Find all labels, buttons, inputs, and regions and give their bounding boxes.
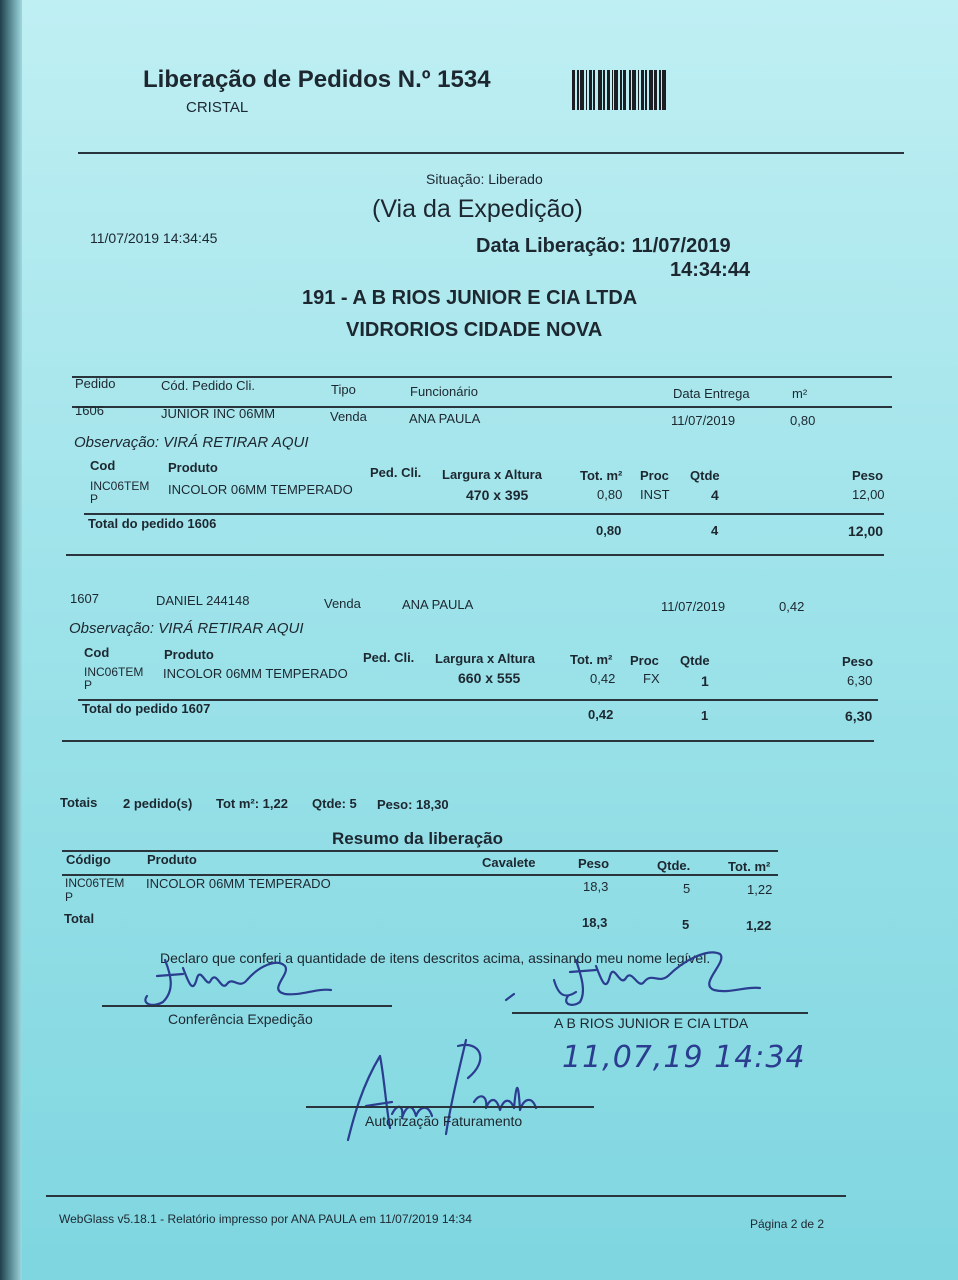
footer-left: WebGlass v5.18.1 - Relatório impresso por ANA PAULA em 11/07/2019 14:34 bbox=[59, 1212, 472, 1226]
barcode bbox=[572, 70, 678, 110]
item-header-cod: Cod bbox=[90, 458, 116, 473]
order-1606-data-entrega: 11/07/2019 bbox=[671, 413, 736, 428]
col-tipo: Tipo bbox=[331, 382, 356, 397]
totals-label: Totais bbox=[60, 795, 98, 810]
signature-cliente bbox=[498, 942, 768, 1010]
resumo-title: Resumo da liberação bbox=[332, 829, 504, 848]
order-1606-item-peso: 12,00 bbox=[852, 487, 885, 502]
order-1607-cod-cli: DANIEL 244148 bbox=[156, 593, 250, 608]
order-1606-cod-cli: JUNIOR INC 06MM bbox=[161, 406, 276, 421]
item-header-produto-2: Produto bbox=[164, 647, 214, 662]
order-1606-item-tot-m2: 0,80 bbox=[597, 487, 623, 502]
order-1606-item-cod: INC06TEM bbox=[90, 479, 150, 493]
col-funcionario: Funcionário bbox=[410, 384, 478, 399]
document-subtitle: CRISTAL bbox=[186, 99, 249, 116]
declaration-text: Declaro que conferi a quantidade de itens descritos acima, assinando meu nome legível. bbox=[160, 950, 711, 966]
order-1606-total-divider bbox=[84, 513, 884, 515]
order-1607-total-m2: 0,42 bbox=[588, 707, 614, 722]
line-conferencia bbox=[102, 1005, 392, 1007]
order-1607-item-cod-suffix: P bbox=[84, 678, 93, 692]
order-1607-item-dims: 660 x 555 bbox=[458, 670, 521, 686]
line-autorizacao bbox=[306, 1106, 594, 1108]
resumo-total-peso: 18,3 bbox=[582, 915, 608, 930]
totals-tot-m2: Tot m²: 1,22 bbox=[216, 796, 288, 811]
item-header-produto: Produto bbox=[168, 460, 218, 475]
footer-divider bbox=[46, 1195, 846, 1197]
order-1606-total-qtde: 4 bbox=[711, 523, 719, 538]
order-1607-observacao: Observação: VIRÁ RETIRAR AQUI bbox=[69, 620, 304, 637]
item-header-tot-m2-2: Tot. m² bbox=[570, 652, 613, 667]
totals-pedidos: 2 pedido(s) bbox=[123, 796, 193, 811]
order-1606-pedido: 1606 bbox=[75, 403, 104, 418]
via-expedicao: (Via da Expedição) bbox=[372, 195, 583, 223]
order-1607-total-peso: 6,30 bbox=[845, 708, 873, 724]
resumo-col-produto: Produto bbox=[147, 852, 197, 867]
print-datetime: 11/07/2019 14:34:45 bbox=[90, 230, 218, 246]
handwritten-date: 11,07,19 14:34 bbox=[562, 1040, 806, 1075]
item-header-largura-altura-2: Largura x Altura bbox=[435, 651, 535, 666]
col-data-entrega: Data Entrega bbox=[673, 386, 750, 401]
item-header-qtde-2: Qtde bbox=[680, 653, 710, 668]
order-1606-total-peso: 12,00 bbox=[848, 523, 884, 539]
order-1607-pedido: 1607 bbox=[70, 591, 99, 606]
customer-name: 191 - A B RIOS JUNIOR E CIA LTDA bbox=[302, 287, 638, 309]
item-header-proc: Proc bbox=[640, 468, 669, 483]
order-1607-item-peso: 6,30 bbox=[847, 673, 873, 688]
resumo-col-qtde: Qtde. bbox=[657, 858, 691, 873]
order-1606-item-proc: INST bbox=[640, 487, 670, 502]
order-1606-observacao: Observação: VIRÁ RETIRAR AQUI bbox=[74, 434, 309, 451]
resumo-row-cod-suffix: P bbox=[65, 890, 74, 904]
order-1607-funcionario: ANA PAULA bbox=[402, 597, 474, 612]
item-header-proc-2: Proc bbox=[630, 653, 659, 668]
label-conferencia: Conferência Expedição bbox=[168, 1011, 313, 1027]
resumo-col-cavalete: Cavalete bbox=[482, 855, 536, 870]
order-1606-total-m2: 0,80 bbox=[596, 523, 622, 538]
signature-autorizacao bbox=[340, 1036, 550, 1146]
resumo-col-codigo: Código bbox=[66, 852, 111, 867]
footer-page: Página 2 de 2 bbox=[750, 1217, 825, 1231]
order-1607-tipo: Venda bbox=[324, 596, 361, 611]
order-1607-total-qtde: 1 bbox=[701, 708, 709, 723]
customer-branch: VIDRORIOS CIDADE NOVA bbox=[346, 319, 603, 341]
order-1607-data-entrega: 11/07/2019 bbox=[661, 599, 726, 614]
resumo-row-produto: INCOLOR 06MM TEMPERADO bbox=[146, 876, 331, 891]
col-pedido: Pedido bbox=[75, 376, 116, 391]
item-header-cod-2: Cod bbox=[84, 645, 110, 660]
resumo-total-tot-m2: 1,22 bbox=[746, 918, 772, 933]
order-1606-item-qtde: 4 bbox=[711, 487, 719, 503]
document-title: Liberação de Pedidos N.º 1534 bbox=[143, 66, 491, 93]
order-1607-item-proc: FX bbox=[643, 671, 660, 686]
header-divider bbox=[78, 152, 904, 154]
order-1606-funcionario: ANA PAULA bbox=[409, 411, 481, 426]
resumo-col-peso: Peso bbox=[578, 856, 610, 871]
order-1606-total-label: Total do pedido 1606 bbox=[88, 516, 217, 531]
resumo-row-cod: INC06TEM bbox=[65, 876, 125, 890]
signature-conferencia bbox=[135, 950, 345, 1012]
order-1607-item-tot-m2: 0,42 bbox=[590, 671, 616, 686]
col-cod-pedido-cli: Cód. Pedido Cli. bbox=[161, 378, 255, 393]
data-liberacao-time: 14:34:44 bbox=[670, 259, 751, 281]
item-header-ped-cli: Ped. Cli. bbox=[370, 465, 422, 480]
order-1606-item-dims: 470 x 395 bbox=[466, 487, 529, 503]
resumo-row-peso: 18,3 bbox=[583, 879, 609, 894]
order-1606-tipo: Venda bbox=[330, 409, 367, 424]
totals-qtde: Qtde: 5 bbox=[312, 796, 357, 811]
item-header-peso: Peso bbox=[852, 468, 884, 483]
order-1606-item-cod-suffix: P bbox=[90, 492, 99, 506]
order-1606-end-divider bbox=[66, 554, 884, 556]
order-1607-m2: 0,42 bbox=[779, 599, 805, 614]
data-liberacao: Data Liberação: 11/07/2019 bbox=[476, 235, 731, 257]
item-header-qtde: Qtde bbox=[690, 468, 720, 483]
line-cliente bbox=[512, 1012, 808, 1014]
order-1607-item-qtde: 1 bbox=[701, 673, 709, 689]
totals-peso: Peso: 18,30 bbox=[377, 797, 449, 812]
label-cliente: A B RIOS JUNIOR E CIA LTDA bbox=[554, 1015, 749, 1031]
label-autorizacao: Autorização Faturamento bbox=[365, 1113, 523, 1129]
order-1606-item-produto: INCOLOR 06MM TEMPERADO bbox=[168, 482, 353, 497]
resumo-col-tot-m2: Tot. m² bbox=[728, 859, 771, 874]
resumo-total-qtde: 5 bbox=[682, 917, 690, 932]
order-1607-total-label: Total do pedido 1607 bbox=[82, 701, 211, 716]
order-1606-m2: 0,80 bbox=[790, 413, 816, 428]
order-1607-item-cod: INC06TEM bbox=[84, 665, 144, 679]
item-header-ped-cli-2: Ped. Cli. bbox=[363, 650, 415, 665]
resumo-row-qtde: 5 bbox=[683, 881, 691, 896]
situacao: Situação: Liberado bbox=[426, 171, 543, 187]
col-m2: m² bbox=[792, 386, 808, 401]
item-header-largura-altura: Largura x Altura bbox=[442, 467, 542, 482]
resumo-row-tot-m2: 1,22 bbox=[747, 882, 773, 897]
resumo-total-label: Total bbox=[64, 911, 95, 926]
item-header-peso-2: Peso bbox=[842, 654, 874, 669]
item-header-tot-m2: Tot. m² bbox=[580, 468, 623, 483]
order-1607-item-produto: INCOLOR 06MM TEMPERADO bbox=[163, 666, 348, 681]
order-1607-end-divider bbox=[62, 740, 874, 742]
paper-edge bbox=[0, 0, 22, 1280]
